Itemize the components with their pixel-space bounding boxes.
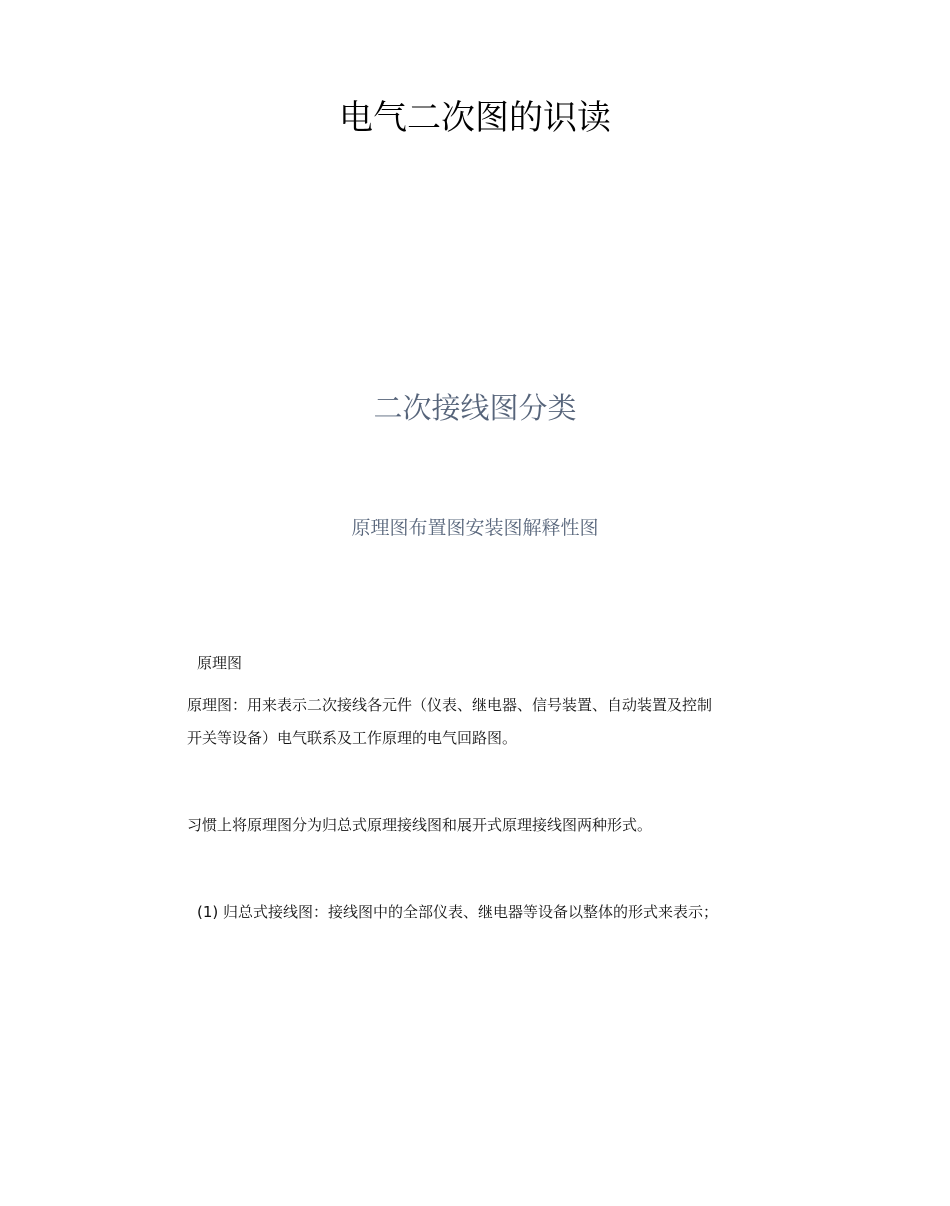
categories-line: 原理图布置图安装图解释性图 — [351, 517, 599, 539]
habit-paragraph: 习惯上将原理图分为归总式原理接线图和展开式原理接线图两种形式。 — [187, 816, 653, 834]
list-item-1: (1) 归总式接线图：接线图中的全部仪表、继电器等设备以整体的形式来表示； — [197, 903, 719, 921]
section-heading: 原理图 — [197, 654, 243, 672]
definition-line-1: 原理图：用来表示二次接线各元件（仪表、继电器、信号装置、自动装置及控制 — [187, 696, 713, 714]
definition-line-2: 开关等设备）电气联系及工作原理的电气回路图。 — [187, 729, 518, 747]
document-title: 电气二次图的识读 — [339, 98, 611, 138]
section-subtitle: 二次接线图分类 — [373, 391, 577, 425]
